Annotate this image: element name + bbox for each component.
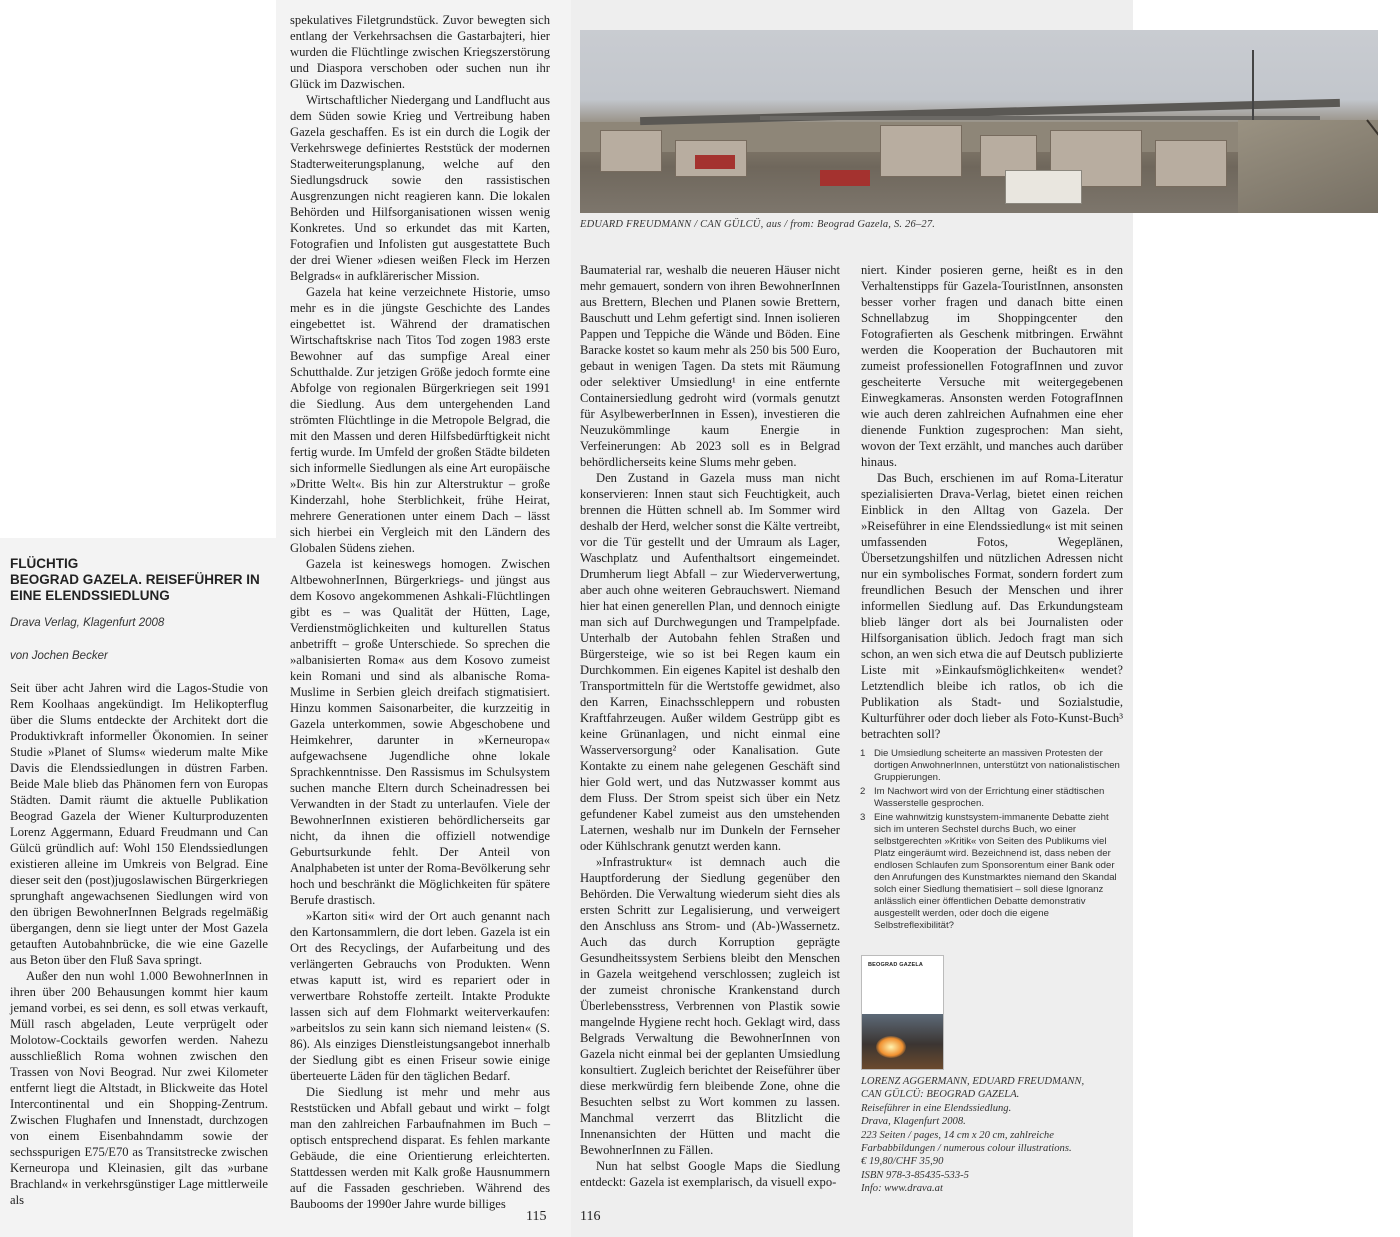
book-title: BEOGRAD GAZELA. REISEFÜHRER IN EINE ELENDSSIEDLUNG xyxy=(10,572,260,603)
paragraph: Das Buch, erschienen im auf Roma-Literatur spezialisierten Drava-Verlag, bietet einen reichen Einblick in den Alltag von Gazela. Der »Reiseführer in eine Elendssiedlung« ist mit seinen umfassenden Fotos, Wegeplänen, Übersetzungshilfen und nützlichen Adressen nicht nur ein symbolisches Format, sondern fordert zum freundlichen Besuch der Menschen und ihrer informellen Siedlung auf. Das Erkundungsteam blieb länger dort als bei Journalisten oder Hilfsorganisation üblich. Jedoch fragt man sich schon, an wen sich etwa die auf Deutsch publizierte Liste mit »Einkaufsmöglichkeiten« wendet? Letztendlich bleibe ich ratlos, ob ich die Publikation als Stadt- und Sozialstudie, Kulturführer oder doch lieber als Foto-Kunst-Buch³ betrachten soll? xyxy=(861,471,1123,741)
paragraph: »Infrastruktur« ist demnach auch die Hauptforderung der Siedlung gegenüber den Behörden. Die Verwaltung wiederum sieht dies als ersten Schritt zur Legalisierung, und verweigert den Anschluss ans Strom- und (Ab-)Wassernetz. Auch das durch Korruption geprägte Gesundheitssystem Serbiens bleibt den Menschen in Gazela weitgehend verschlossen; zugleich ist der zumeist chronische Krankenstand durch Überlebensstress, Verbrennen von Plastik sowie mangelnde Hygiene recht hoch. Geklagt wird, dass Belgrads Verwaltung die BewohnerInnen von Gazela nicht einmal bei der geplanten Umsiedlung konsultiert. Zugleich berichtet der Reiseführer über diese merkwürdig fern bleibende Zone, ohne die Besuchten selbst zu Wort kommen zu lassen. Manchmal verzerrt das Blitzlicht die Innenansichten der Hütten und macht die BewohnerInnen zu Fällen. xyxy=(580,855,840,1157)
paragraph: Baumaterial rar, weshalb die neueren Häuser nicht mehr gemauert, sondern von ihren BewohnerInnen aus Brettern, Blechen und Planen sowie Brettern, Bauschutt und Lehm gefertigt sind. Innen isolieren Pappen und Teppiche die Wände und Böden. Eine Baracke kostet so kaum mehr als 250 bis 500 Euro, gebaut in wenigen Tagen. Da stets mit Räumung oder selektiver Umsiedlung¹ in eine entfernte Containersiedlung gedroht wird (vormals genutzt für AsylbewerberInnen in Essen), investieren die Neuzukömmlinge kaum Energie in Verfeinerungen: Ab 2023 soll es in Belgrad behördlicherseits keine Slums mehr geben. xyxy=(580,263,840,469)
paragraph: Nun hat selbst Google Maps die Siedlung entdeckt: Gazela ist exemplarisch, da visuell expo- xyxy=(580,1159,840,1189)
column-4 xyxy=(861,262,1123,742)
cover-title: BEOGRAD GAZELA xyxy=(868,962,924,968)
paragraph: niert. Kinder posieren gerne, heißt es in den Verhaltenstipps für Gazela-TouristInnen, ansonsten besser vorher fragen und danach bitte einen Schnellabzug im Shoppingcenter den Fotografierten als Geschenk mitbringen. Erwähnt werden die Kooperation der Buchautoren mit zumeist professionellen FotografInnen und zuvor gescheiterte Versuche mit weitergegebenen Einwegkameras. Ansonsten werden FotografInnen wie auch deren zahlreichen Aufnahmen eine eher dienende Funktion zugesprochen: Man sieht, wovon der Text erzählt, und manches auch darüber hinaus. xyxy=(861,263,1123,469)
book-pages: 223 Seiten / pages, 14 cm x 20 cm, zahlreiche xyxy=(861,1129,1054,1141)
paragraph: Wirtschaftlicher Niedergang und Landflucht aus dem Süden sowie Krieg und Vertreibung haben Gazela geschaffen. Es ist ein durch die Logik der Verkehrswege definiertes Reststück der modernen Stadterweiterungsplanung, welche auf den Siedlungsdruck sowie den rassistischen Ausgrenzungen nicht reagieren kann. Die lokalen Behörden und Hilfsorganisationen wissen wenig Konkretes. Und so erkundet das mit Karten, Fotografien und Infolisten gut ausgestattete Buch der drei Wiener »diesen weißen Fleck im Herzen Belgrads« in aufklärerischer Mission. xyxy=(290,93,550,283)
column-1 xyxy=(10,680,268,1208)
paragraph: Die Siedlung ist mehr und mehr aus Reststücken und Abfall gebaut und wirkt – folgt man den zahlreichen Farbaufnahmen im Buch – optisch entsprechend disparat. Es fehlen markante Gebäude, die eine Orientierung erleichterten. Stattdessen werden mit Kalk große Hausnummern auf die Fassaden geschrieben. Während des Baubooms der 1990er Jahre wurde billiges xyxy=(290,1085,550,1211)
column-2 xyxy=(290,12,550,1212)
review-heading xyxy=(10,556,265,604)
footnote xyxy=(860,786,1122,810)
paragraph: Gazela hat keine verzeichnete Historie, umso mehr es in die jüngste Geschichte des Landes eingebettet ist. Während der dramatischen Wirtschaftskrise nach Titos Tod zogen 1983 erste Bewohner auf das sumpfige Areal einer Schutthalde. Zur jetzigen Größe jedoch formte eine Abfolge von regionalen Bürgerkriegen seit 1991 die Siedlung. Aus dem untergehenden Land strömten Flüchtlinge in die Metropole Belgrad, die mit den Massen und deren Hilfsbedürftigkeit nicht fertig wurde. Im Umfeld der großen Städte bildeten sich informelle Siedlungen als eine Art europäische »Dritte Welt«. Bis hin zur Alterstruktur – große Kinderzahl, hohe Sterblichkeit, frühe Heirat, mehrere Generationen unter einem Dach – lässt sich hierbei ein Vergleich mit den Ländern des Globalen Südens ziehen. xyxy=(290,285,550,555)
book-authors: LORENZ AGGERMANN, EDUARD FREUDMANN, xyxy=(861,1076,1085,1087)
photo-caption: EDUARD FREUDMANN / CAN GÜLCÜ, aus / from: Beograd Gazela, S. 26–27. xyxy=(580,219,936,230)
blank-area xyxy=(0,0,276,538)
column-3 xyxy=(580,262,840,1190)
heading-kicker: FLÜCHTIG xyxy=(10,556,79,571)
paragraph: Gazela ist keineswegs homogen. Zwischen AltbewohnerInnen, Bürgerkriegs- und jüngst aus dem Kosovo angekommenen Ashkali-Flüchtlingen gibt es – was Qualität der Hütten, Lage, Verdienstmöglichkeiten und kulturellen Status anbetrifft – große Unterschiede. So sprechen die »albanisierten Roma« aus dem Kosovo zumeist kein Romani und sind als albanische Roma-Muslime in Serbien gleich dreifach stigmatisiert. Hinzu kommen Saisonarbeiter, die kurzzeitig in Gazela unterkommen, sowie Abgeschobene und Heimkehrer, darunter in »Kerneuropa« aufgewachsene Jugendliche ohne lokale Sprachkenntnisse. Den Rassismus im Schulsystem suchen manche Eltern durch Scheinadressen bei Verwandten in der Stadt zu unterlaufen. Viele der BewohnerInnen existieren behördlicherseits gar nicht, da ihnen die offiziell notwendige Geburtsurkunde fehlt. Der Anteil von Analphabeten ist unter der Roma-Bevölkerung sehr hoch und beschränkt die Möglichkeiten für spätere Berufe drastisch. xyxy=(290,557,550,907)
author-byline: von Jochen Becker xyxy=(10,650,108,662)
book-authors-title: CAN GÜLCÜ: BEOGRAD GAZELA. xyxy=(861,1089,1020,1101)
panorama-photo xyxy=(580,30,1378,213)
paragraph: spekulatives Filetgrundstück. Zuvor bewegten sich entlang der Verkehrsachsen die Gastarbajteri, hier wurden die Flüchtlinge zwischen Kriegszerstörung und Diaspora verschoben oder suchen nun ihr Glück im Dazwischen. xyxy=(290,13,550,91)
book-website: Info: www.drava.at xyxy=(861,1183,943,1195)
footnote-text: Die Umsiedlung scheiterte an massiven Protesten der dortigen AnwohnerInnen, unterstützt von nationalistischen Gruppierungen. xyxy=(874,748,1120,783)
book-cover-image xyxy=(861,955,944,1070)
book-price: € 19,80/CHF 35,90 xyxy=(861,1156,944,1168)
footnote xyxy=(860,748,1122,784)
page-number-right: 116 xyxy=(580,1209,601,1224)
paragraph: Außer den nun wohl 1.000 BewohnerInnen in ihren über 200 Behausungen kommt hier kaum jemand vorbei, es sei denn, es soll etwas verkauft, Müll rasch abgeladen, Leute verprügelt oder Molotow-Cocktails geworfen werden. Nahezu ausschließlich Roma wohnen zwischen den Trassen von Novi Beograd. Nur zwei Kilometer entfernt liegt die Altstadt, in Blickweite das Hotel Intercontinental und ein Shopping-Zentrum. Zwischen Flughafen und Innenstadt, durchzogen von einem Eisenbahndamm sowie der sechsspurigen E75/E70 as Transitstrecke zwischen Kerneuropa und Kleinasien, gilt das »urbane Brachland« in verkehrsgünstiger Lage mittlerweile als xyxy=(10,969,268,1207)
book-subtitle: Reiseführer in eine Elendssiedlung. xyxy=(861,1102,1012,1114)
book-isbn: ISBN 978-3-85435-533-5 xyxy=(861,1169,969,1181)
paragraph: Seit über acht Jahren wird die Lagos-Studie von Rem Koolhaas angekündigt. Im Helikopterflug über die Slums entdeckte der Architekt dort die Produktivkraft informeller Ökonomien. In seiner Studie »Planet of Slums« wiederum malte Mike Davis die Elendssiedlungen in düstren Farben. Beide Male blieb das Phänomen fern von Europas Städten. Damit räumt die aktuelle Publikation Beograd Gazela der Wiener Kulturproduzenten Lorenz Aggermann, Eduard Freudmann und Can Gülcü gründlich auf: Wohl 150 Elendssiedlungen existieren alleine im Umkreis von Belgrad. Eine dieser seit den (post)jugoslawischen Bürgerkriegen sprunghaft angewachsenen Siedlungen wird von den übrigen BewohnerInnen Belgrads regelmäßig übergangen, denn sie liegt unter der Most Gazela getauften Autobahnbrücke, die wie eine Gazelle aus Beton über den Fluß Sava springt. xyxy=(10,681,268,967)
page-number-left: 115 xyxy=(526,1209,547,1224)
paragraph: »Karton siti« wird der Ort auch genannt nach den Kartonsammlern, die dort leben. Gazela ist ein Ort des Recyclings, der Aufarbeitung und des verlängerten Gebrauchs von Produkten. Wenn etwas kaputt ist, wird es repariert oder in verwertbare Rohstoffe zerteilt. Intakte Produkte lassen sich auf dem Flohmarkt weiterverkaufen: »arbeitslos zu sein kann sich niemand leisten« (S. 86). Als einziges Dienstleistungsangebot innerhalb der Siedlung gibt es einen Friseur sowie einige überteuerte Läden für den täglichen Bedarf. xyxy=(290,909,550,1083)
footnote-number: 3 xyxy=(860,812,866,823)
footnote-text: Eine wahnwitzig kunstsystem-immanente Debatte zieht sich im unteren Sechstel durchs Buch, wo einer selbstgerechten »Kritik« von Seiten des Publikums viel Platz eingeräumt wird. Bezeichnend ist, dass neben der endlosen Schlaufen zum Sponsorentum einer Bank oder den Anrufungen des Kunstmarktes niemand den Skandal solch einer Siedlung thematisiert – soll diese Ignoranz anlässlich einer öffentlichen Debatte demonstrativ ausgestellt werden, oder doch die eigene Selbstreflexibilität? xyxy=(874,812,1117,931)
book-publisher: Drava, Klagenfurt 2008. xyxy=(861,1116,966,1128)
book-info xyxy=(861,1075,1123,1196)
footnote-text: Im Nachwort wird von der Errichtung einer städtischen Wasserstelle gesprochen. xyxy=(874,786,1105,809)
publisher-line: Drava Verlag, Klagenfurt 2008 xyxy=(10,617,165,629)
footnote xyxy=(860,812,1122,932)
footnote-number: 2 xyxy=(860,786,866,797)
footnotes xyxy=(860,748,1122,934)
footnote-number: 1 xyxy=(860,748,866,759)
book-illustrations: Farbabbildungen / numerous colour illustrations. xyxy=(861,1143,1072,1155)
paragraph: Den Zustand in Gazela muss man nicht konservieren: Innen staut sich Feuchtigkeit, auch brennen die Hütten schnell ab. Im Sommer wird deshalb der Herd, welcher sonst die Kälte vertreibt, vor die Tür gestellt und der Umraum als Lager, Waschplatz und Aufenthaltsort eingemeindet. Drumherum liegt Abfall – zur Wiederverwertung, aber auch ohne weiteren Gebrauchswert. Niemand hier hat einen generellen Plan, und dennoch einigte man sich auf Durchwegungen und Trampelpfade. Unterhalb der Autobahn fehlen Straßen und Bürgersteige, wie so ist bei Regen kaum ein Durchkommen. Ein eigenes Kapitel ist deshalb den Transportmitteln für die Wertstoffe gewidmet, also den Karren, Einachsschleppern und robusten Kraftfahrzeugen. Außer wildem Gestrüpp gibt es keine Grünanlagen, und nicht einmal eine Wasserversorgung² oder Kanalisation. Gute Kontakte zu einem nahe gelegenen Geschäft sind hier Gold wert, und das Nutzwasser kommt aus dem Fluss. Der Strom speist sich über ein Netz gefundener Kabel zumeist aus den umstehenden Laternen, weshalb nur im Dunkeln der Fernseher oder Kühlschrank genutzt werden kann. xyxy=(580,471,840,853)
